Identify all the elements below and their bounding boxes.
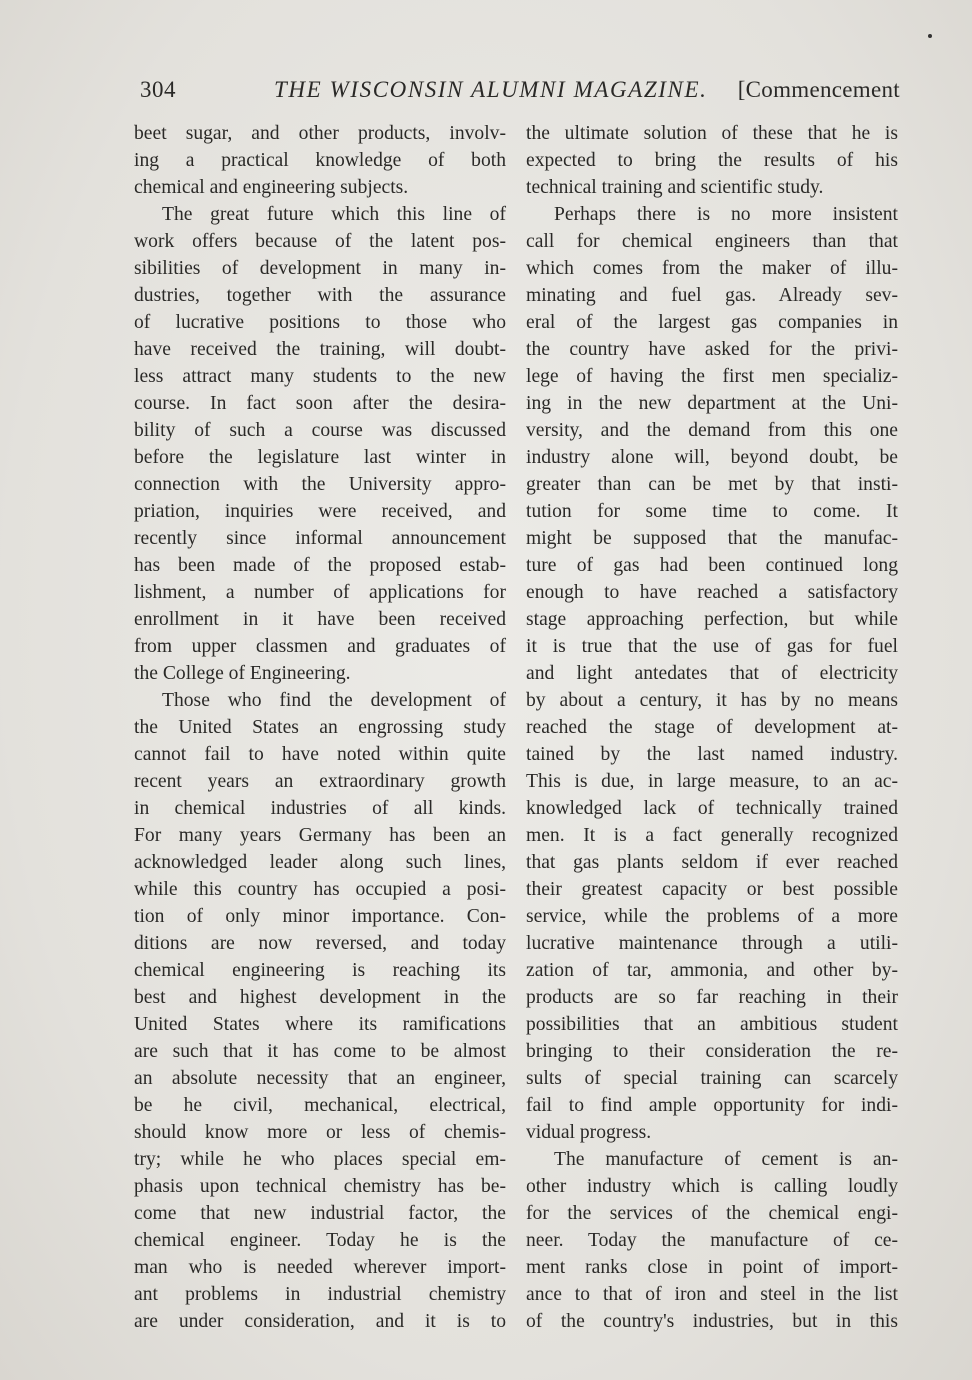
text-line: for the services of the chemical engi-	[526, 1203, 898, 1224]
text-line: bility of such a course was discussed	[134, 420, 506, 441]
text-line: by about a century, it has by no means	[526, 690, 898, 711]
text-line: minating and fuel gas. Already sev-	[526, 285, 898, 306]
text-line: zation of tar, ammonia, and other by-	[526, 960, 898, 981]
text-line: tained by the last named industry.	[526, 744, 898, 765]
issue-label: [Commencement	[737, 77, 900, 102]
text-line: eral of the largest gas companies in	[526, 312, 898, 333]
text-line: expected to bring the results of his	[526, 150, 898, 171]
text-line: have received the training, will doubt-	[134, 339, 506, 360]
text-line: has been made of the proposed estab-	[134, 555, 506, 576]
text-line: stage approaching perfection, but while	[526, 609, 898, 630]
text-line: from upper classmen and graduates of	[134, 636, 506, 657]
text-line: work offers because of the latent pos-	[134, 231, 506, 252]
text-line: For many years Germany has been an	[134, 825, 506, 846]
text-line: Those who find the development of	[162, 690, 506, 711]
text-line: phasis upon technical chemistry has be-	[134, 1176, 506, 1197]
text-line: an absolute necessity that an engineer,	[134, 1068, 506, 1089]
text-line: ant problems in industrial chemistry	[134, 1284, 506, 1305]
text-line: the United States an engrossing study	[134, 717, 506, 738]
text-line: versity, and the demand from this one	[526, 420, 898, 441]
text-line: vidual progress.	[526, 1122, 652, 1143]
page-number: 304	[140, 77, 176, 102]
text-line: The manufacture of cement is an-	[554, 1149, 898, 1170]
text-line: which comes from the maker of illu-	[526, 258, 898, 279]
text-line: reached the stage of development at-	[526, 717, 898, 738]
text-line: greater than can be met by that insti-	[526, 474, 898, 495]
text-line: ditions are now reversed, and today	[134, 933, 506, 954]
text-line: sults of special training can scarcely	[526, 1068, 898, 1089]
text-line: recent years an extraordinary growth	[134, 771, 506, 792]
text-line: The great future which this line of	[162, 204, 506, 225]
text-line: bringing to their consideration the re-	[526, 1041, 898, 1062]
text-line: lucrative maintenance through a utili-	[526, 933, 898, 954]
text-line: the ultimate solution of these that he is	[526, 123, 898, 144]
text-line: neer. Today the manufacture of ce-	[526, 1230, 898, 1251]
text-line: ture of gas had been continued long	[526, 555, 898, 576]
text-line: might be supposed that the manufac-	[526, 528, 898, 549]
text-line: connection with the University appro-	[134, 474, 506, 495]
text-line: try; while he who places special em-	[134, 1149, 506, 1170]
text-line: best and highest development in the	[134, 987, 506, 1008]
text-line: fail to find ample opportunity for indi-	[526, 1095, 898, 1116]
text-line: men. It is a fact generally recognized	[526, 825, 898, 846]
text-line: ance to that of iron and steel in the list	[526, 1284, 898, 1305]
text-line: beet sugar, and other products, involv-	[134, 123, 506, 144]
text-line: knowledged lack of technically trained	[526, 798, 898, 819]
text-line: it is true that the use of gas for fuel	[526, 636, 898, 657]
text-line: and light antedates that of electricity	[526, 663, 898, 684]
text-line: lege of having the first men specializ-	[526, 366, 898, 387]
text-line: ing a practical knowledge of both	[134, 150, 506, 171]
text-line: ment ranks close in point of import-	[526, 1257, 898, 1278]
text-line: United States where its ramifications	[134, 1014, 506, 1035]
text-line: course. In fact soon after the desira-	[134, 393, 506, 414]
text-line: technical training and scientific study.	[526, 177, 824, 198]
text-line: industry alone will, beyond doubt, be	[526, 447, 898, 468]
text-line: priation, inquiries were received, and	[134, 501, 506, 522]
text-line: recently since informal announcement	[134, 528, 506, 549]
text-column-right	[526, 120, 898, 1335]
text-line: lishment, a number of applications for	[134, 582, 506, 603]
text-line: This is due, in large measure, to an ac-	[526, 771, 898, 792]
text-column-left	[134, 120, 506, 1335]
magazine-title: THE WISCONSIN ALUMNI MAGAZINE.	[274, 77, 708, 102]
text-line: should know more or less of chemis-	[134, 1122, 506, 1143]
text-line: dustries, together with the assurance	[134, 285, 506, 306]
text-line: other industry which is calling loudly	[526, 1176, 898, 1197]
text-line: the country have asked for the privi-	[526, 339, 898, 360]
text-line: be he civil, mechanical, electrical,	[134, 1095, 506, 1116]
text-line: Perhaps there is no more insistent	[554, 204, 898, 225]
text-line: man who is needed wherever import-	[134, 1257, 506, 1278]
text-line: call for chemical engineers than that	[526, 231, 898, 252]
text-line: chemical engineering is reaching its	[134, 960, 506, 981]
text-line: are under consideration, and it is to	[134, 1311, 506, 1332]
text-line: ing in the new department at the Uni-	[526, 393, 898, 414]
text-line: that gas plants seldom if ever reached	[526, 852, 898, 873]
text-line: the College of Engineering.	[134, 663, 351, 684]
text-line: products are so far reaching in their	[526, 987, 898, 1008]
text-line: possibilities that an ambitious student	[526, 1014, 898, 1035]
print-speck	[928, 34, 932, 38]
text-line: service, while the problems of a more	[526, 906, 898, 927]
text-line: acknowledged leader along such lines,	[134, 852, 506, 873]
text-line: while this country has occupied a posi-	[134, 879, 506, 900]
text-line: are such that it has come to be almost	[134, 1041, 506, 1062]
text-line: cannot fail to have noted within quite	[134, 744, 506, 765]
text-line: chemical engineer. Today he is the	[134, 1230, 506, 1251]
text-line: tion of only minor importance. Con-	[134, 906, 506, 927]
text-line: in chemical industries of all kinds.	[134, 798, 506, 819]
text-line: of the country's industries, but in this	[526, 1311, 898, 1332]
text-line: come that new industrial factor, the	[134, 1203, 506, 1224]
text-line: chemical and engineering subjects.	[134, 177, 409, 198]
text-line: enrollment in it have been received	[134, 609, 506, 630]
text-line: tution for some time to come. It	[526, 501, 898, 522]
text-line: before the legislature last winter in	[134, 447, 506, 468]
text-line: less attract many students to the new	[134, 366, 506, 387]
text-line: enough to have reached a satisfactory	[526, 582, 898, 603]
text-line: of lucrative positions to those who	[134, 312, 506, 333]
text-line: sibilities of development in many in-	[134, 258, 506, 279]
text-line: their greatest capacity or best possible	[526, 879, 898, 900]
running-head	[140, 74, 900, 106]
